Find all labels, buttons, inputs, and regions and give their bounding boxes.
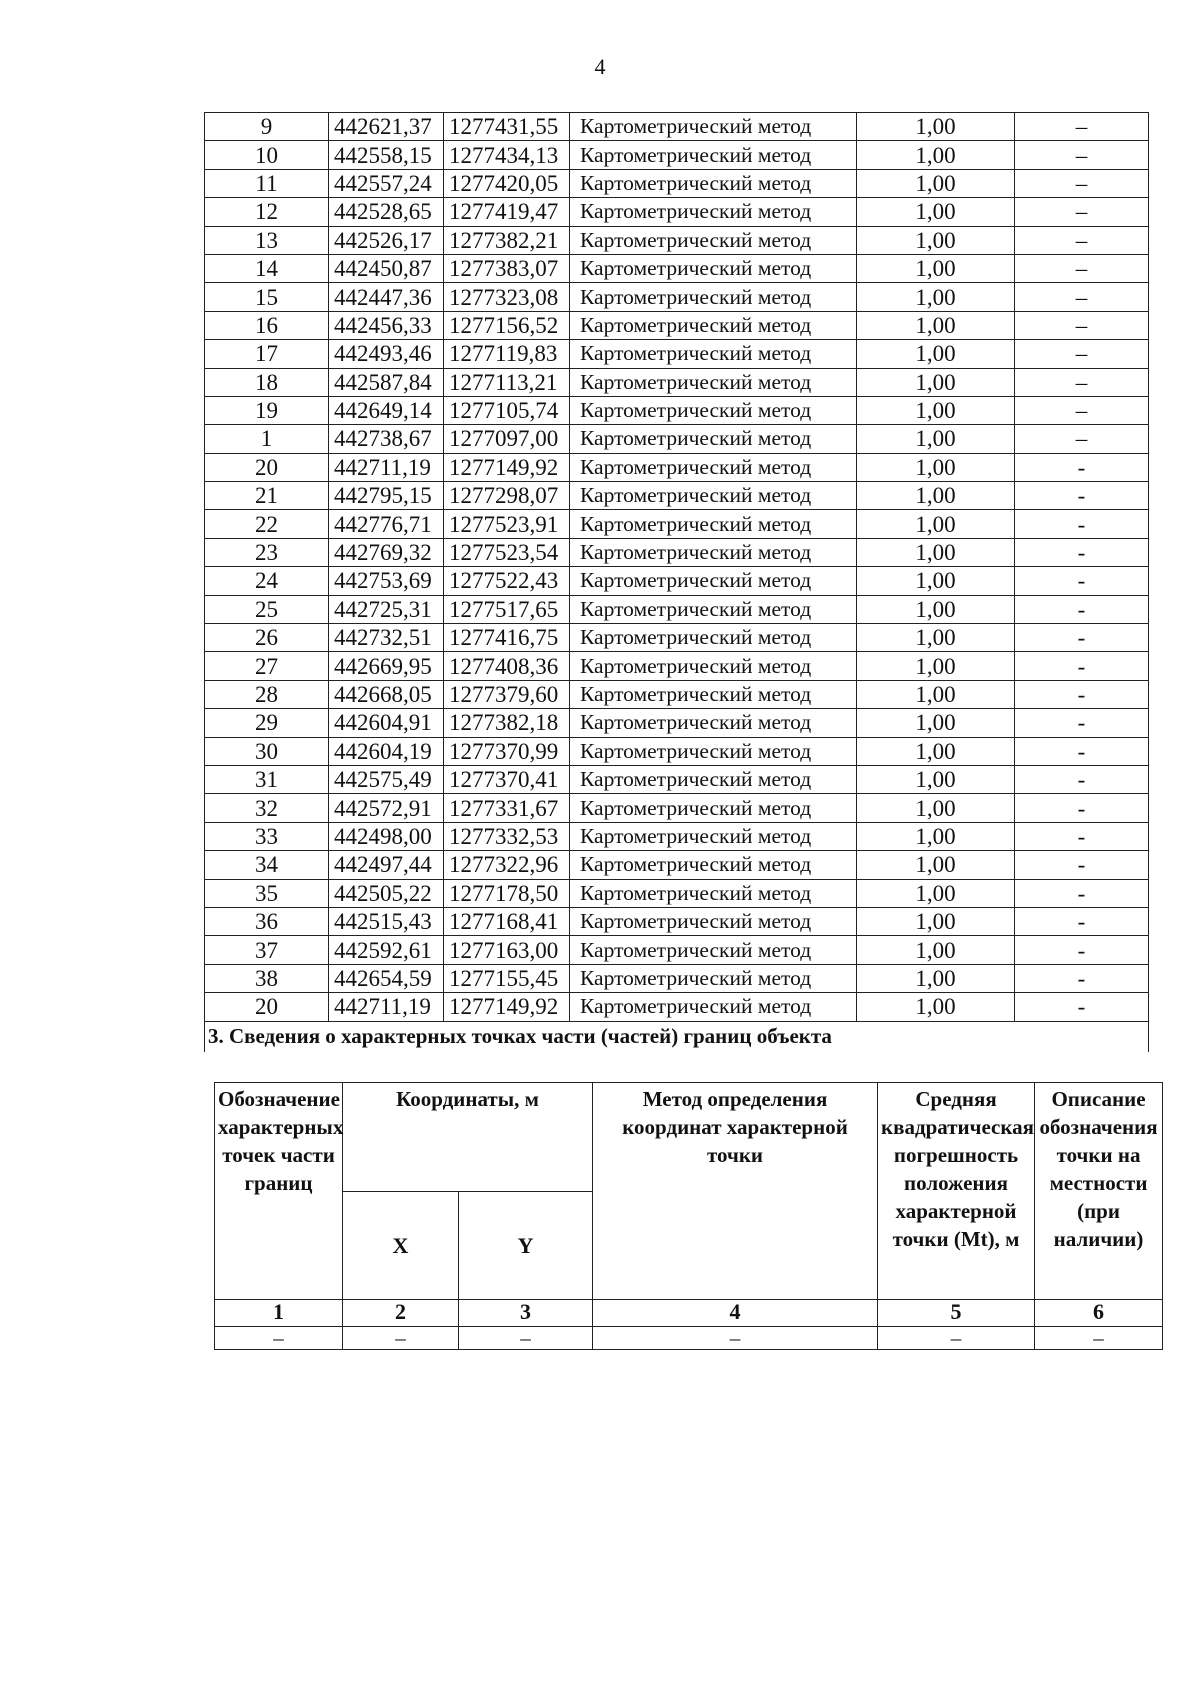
description-cell: – <box>1015 425 1149 453</box>
coord-x-cell: 442769,32 <box>329 538 444 566</box>
description-cell: - <box>1015 964 1149 992</box>
point-number-cell: 38 <box>205 964 329 992</box>
method-cell: Картометрический метод <box>570 368 857 396</box>
mt-cell: 1,00 <box>857 851 1015 879</box>
method-cell: Картометрический метод <box>570 169 857 197</box>
table-row <box>205 198 1149 226</box>
coord-y-cell: 1277434,13 <box>444 141 570 169</box>
point-number-cell: 36 <box>205 907 329 935</box>
point-number-cell: 14 <box>205 254 329 282</box>
table-row <box>205 907 1149 935</box>
header-row <box>215 1083 1163 1192</box>
table-row <box>205 141 1149 169</box>
coord-y-cell: 1277523,54 <box>444 538 570 566</box>
coord-x-cell: 442711,19 <box>329 453 444 481</box>
mt-cell: 1,00 <box>857 567 1015 595</box>
column-number: 4 <box>593 1300 878 1327</box>
mt-cell: 1,00 <box>857 453 1015 481</box>
description-cell: – <box>1015 226 1149 254</box>
coord-x-cell: 442450,87 <box>329 254 444 282</box>
method-cell: Картометрический метод <box>570 936 857 964</box>
table-row <box>205 340 1149 368</box>
coord-y-cell: 1277523,91 <box>444 510 570 538</box>
method-cell: Картометрический метод <box>570 907 857 935</box>
point-number-cell: 23 <box>205 538 329 566</box>
description-cell: - <box>1015 567 1149 595</box>
description-cell: – <box>1015 368 1149 396</box>
method-cell: Картометрический метод <box>570 652 857 680</box>
header-coordinates: Координаты, м <box>343 1083 593 1192</box>
point-number-cell: 25 <box>205 595 329 623</box>
table-row <box>205 283 1149 311</box>
coord-y-cell: 1277522,43 <box>444 567 570 595</box>
point-number-cell: 1 <box>205 425 329 453</box>
table-row <box>205 709 1149 737</box>
mt-cell: 1,00 <box>857 141 1015 169</box>
mt-cell: 1,00 <box>857 510 1015 538</box>
table-row <box>205 936 1149 964</box>
description-cell: - <box>1015 737 1149 765</box>
mt-cell: 1,00 <box>857 226 1015 254</box>
table-row <box>205 964 1149 992</box>
table-row <box>205 624 1149 652</box>
coord-x-cell: 442668,05 <box>329 680 444 708</box>
point-number-cell: 35 <box>205 879 329 907</box>
table-row <box>205 510 1149 538</box>
description-cell: - <box>1015 709 1149 737</box>
coord-x-cell: 442592,61 <box>329 936 444 964</box>
mt-cell: 1,00 <box>857 624 1015 652</box>
mt-cell: 1,00 <box>857 737 1015 765</box>
description-cell: - <box>1015 510 1149 538</box>
coord-y-cell: 1277431,55 <box>444 113 570 141</box>
mt-cell: 1,00 <box>857 680 1015 708</box>
coord-x-cell: 442753,69 <box>329 567 444 595</box>
coord-y-cell: 1277370,99 <box>444 737 570 765</box>
method-cell: Картометрический метод <box>570 538 857 566</box>
table-row <box>205 368 1149 396</box>
method-cell: Картометрический метод <box>570 737 857 765</box>
coord-y-cell: 1277331,67 <box>444 794 570 822</box>
point-number-cell: 32 <box>205 794 329 822</box>
mt-cell: 1,00 <box>857 482 1015 510</box>
table-row <box>205 482 1149 510</box>
coord-y-cell: 1277149,92 <box>444 453 570 481</box>
table-row <box>205 993 1149 1021</box>
coord-x-cell: 442558,15 <box>329 141 444 169</box>
mt-cell: 1,00 <box>857 595 1015 623</box>
description-cell: - <box>1015 482 1149 510</box>
method-cell: Картометрический метод <box>570 879 857 907</box>
method-cell: Картометрический метод <box>570 993 857 1021</box>
method-cell: Картометрический метод <box>570 680 857 708</box>
table-row <box>205 538 1149 566</box>
header-method: Метод определения координат характерной точки <box>593 1083 878 1300</box>
mt-cell: 1,00 <box>857 879 1015 907</box>
point-number-cell: 28 <box>205 680 329 708</box>
coord-x-cell: 442604,91 <box>329 709 444 737</box>
column-number: 5 <box>878 1300 1035 1327</box>
method-cell: Картометрический метод <box>570 709 857 737</box>
method-cell: Картометрический метод <box>570 283 857 311</box>
header-designation: Обозначение характерных точек части границ <box>215 1083 343 1300</box>
method-cell: Картометрический метод <box>570 964 857 992</box>
coord-x-cell: 442654,59 <box>329 964 444 992</box>
method-cell: Картометрический метод <box>570 396 857 424</box>
mt-cell: 1,00 <box>857 425 1015 453</box>
table-row <box>205 425 1149 453</box>
point-number-cell: 9 <box>205 113 329 141</box>
method-cell: Картометрический метод <box>570 765 857 793</box>
table-row <box>205 737 1149 765</box>
method-cell: Картометрический метод <box>570 567 857 595</box>
coord-y-cell: 1277382,21 <box>444 226 570 254</box>
coord-y-cell: 1277419,47 <box>444 198 570 226</box>
method-cell: Картометрический метод <box>570 254 857 282</box>
coord-y-cell: 1277408,36 <box>444 652 570 680</box>
coord-x-cell: 442776,71 <box>329 510 444 538</box>
mt-cell: 1,00 <box>857 765 1015 793</box>
coord-y-cell: 1277383,07 <box>444 254 570 282</box>
point-number-cell: 26 <box>205 624 329 652</box>
table-row <box>205 822 1149 850</box>
method-cell: Картометрический метод <box>570 822 857 850</box>
coord-x-cell: 442621,37 <box>329 113 444 141</box>
column-number: 3 <box>459 1300 593 1327</box>
coord-y-cell: 1277420,05 <box>444 169 570 197</box>
point-number-cell: 31 <box>205 765 329 793</box>
coord-y-cell: 1277322,96 <box>444 851 570 879</box>
description-cell: - <box>1015 595 1149 623</box>
description-cell: - <box>1015 652 1149 680</box>
points-table-body <box>205 113 1149 1022</box>
header-x: X <box>343 1192 459 1300</box>
section-title: 3. Сведения о характерных точках части (частей) границ объекта <box>205 1021 1149 1052</box>
description-cell: - <box>1015 765 1149 793</box>
section-title-row <box>205 1021 1149 1052</box>
point-number-cell: 30 <box>205 737 329 765</box>
point-number-cell: 10 <box>205 141 329 169</box>
method-cell: Картометрический метод <box>570 141 857 169</box>
coord-x-cell: 442669,95 <box>329 652 444 680</box>
mt-cell: 1,00 <box>857 283 1015 311</box>
point-number-cell: 21 <box>205 482 329 510</box>
column-number-row <box>215 1300 1163 1327</box>
mt-cell: 1,00 <box>857 340 1015 368</box>
coord-y-cell: 1277298,07 <box>444 482 570 510</box>
method-cell: Картометрический метод <box>570 595 857 623</box>
method-cell: Картометрический метод <box>570 113 857 141</box>
description-cell: - <box>1015 794 1149 822</box>
point-number-cell: 18 <box>205 368 329 396</box>
coord-y-cell: 1277156,52 <box>444 311 570 339</box>
method-cell: Картометрический метод <box>570 453 857 481</box>
table-row <box>205 567 1149 595</box>
coord-y-cell: 1277332,53 <box>444 822 570 850</box>
mt-cell: 1,00 <box>857 254 1015 282</box>
coord-x-cell: 442649,14 <box>329 396 444 424</box>
coord-x-cell: 442505,22 <box>329 879 444 907</box>
header-description: Описание обозначения точки на местности (при наличии) <box>1035 1083 1163 1300</box>
coord-y-cell: 1277155,45 <box>444 964 570 992</box>
coord-x-cell: 442498,00 <box>329 822 444 850</box>
point-number-cell: 11 <box>205 169 329 197</box>
mt-cell: 1,00 <box>857 964 1015 992</box>
point-number-cell: 20 <box>205 993 329 1021</box>
coord-y-cell: 1277178,50 <box>444 879 570 907</box>
mt-cell: 1,00 <box>857 169 1015 197</box>
point-number-cell: 17 <box>205 340 329 368</box>
point-number-cell: 20 <box>205 453 329 481</box>
point-number-cell: 37 <box>205 936 329 964</box>
coord-x-cell: 442447,36 <box>329 283 444 311</box>
coord-x-cell: 442515,43 <box>329 907 444 935</box>
mt-cell: 1,00 <box>857 396 1015 424</box>
description-cell: – <box>1015 141 1149 169</box>
column-number: 2 <box>343 1300 459 1327</box>
description-cell: – <box>1015 198 1149 226</box>
method-cell: Картометрический метод <box>570 340 857 368</box>
coord-x-cell: 442528,65 <box>329 198 444 226</box>
table-row <box>205 794 1149 822</box>
table-row <box>205 595 1149 623</box>
coord-x-cell: 442493,46 <box>329 340 444 368</box>
table-row <box>205 652 1149 680</box>
column-number: 1 <box>215 1300 343 1327</box>
header-mt: Средняя квадратическая погрешность положения характерной точки (Mt), м <box>878 1083 1035 1300</box>
mt-cell: 1,00 <box>857 652 1015 680</box>
method-cell: Картометрический метод <box>570 624 857 652</box>
column-number: 6 <box>1035 1300 1163 1327</box>
point-number-cell: 16 <box>205 311 329 339</box>
point-number-cell: 15 <box>205 283 329 311</box>
coord-y-cell: 1277382,18 <box>444 709 570 737</box>
coord-y-cell: 1277379,60 <box>444 680 570 708</box>
coord-x-cell: 442725,31 <box>329 595 444 623</box>
page-number: 4 <box>594 54 606 79</box>
description-cell: - <box>1015 538 1149 566</box>
empty-cell: – <box>459 1327 593 1350</box>
description-cell: - <box>1015 822 1149 850</box>
mt-cell: 1,00 <box>857 311 1015 339</box>
coord-x-cell: 442572,91 <box>329 794 444 822</box>
table-row <box>205 765 1149 793</box>
table-row <box>205 453 1149 481</box>
table-row <box>205 311 1149 339</box>
description-cell: - <box>1015 453 1149 481</box>
point-number-cell: 13 <box>205 226 329 254</box>
point-number-cell: 33 <box>205 822 329 850</box>
table-row <box>205 226 1149 254</box>
point-number-cell: 24 <box>205 567 329 595</box>
coord-y-cell: 1277416,75 <box>444 624 570 652</box>
description-cell: - <box>1015 851 1149 879</box>
mt-cell: 1,00 <box>857 113 1015 141</box>
point-number-cell: 34 <box>205 851 329 879</box>
coord-y-cell: 1277370,41 <box>444 765 570 793</box>
coord-x-cell: 442575,49 <box>329 765 444 793</box>
coord-x-cell: 442497,44 <box>329 851 444 879</box>
mt-cell: 1,00 <box>857 368 1015 396</box>
description-cell: – <box>1015 340 1149 368</box>
point-number-cell: 19 <box>205 396 329 424</box>
description-cell: - <box>1015 993 1149 1021</box>
empty-cell: – <box>1035 1327 1163 1350</box>
mt-cell: 1,00 <box>857 993 1015 1021</box>
table-row <box>205 680 1149 708</box>
description-cell: - <box>1015 680 1149 708</box>
coord-x-cell: 442711,19 <box>329 993 444 1021</box>
empty-cell: – <box>215 1327 343 1350</box>
mt-cell: 1,00 <box>857 822 1015 850</box>
coord-x-cell: 442456,33 <box>329 311 444 339</box>
description-cell: – <box>1015 169 1149 197</box>
mt-cell: 1,00 <box>857 794 1015 822</box>
description-cell: - <box>1015 907 1149 935</box>
method-cell: Картометрический метод <box>570 311 857 339</box>
coord-x-cell: 442526,17 <box>329 226 444 254</box>
empty-cell: – <box>593 1327 878 1350</box>
mt-cell: 1,00 <box>857 709 1015 737</box>
description-cell: - <box>1015 936 1149 964</box>
method-cell: Картометрический метод <box>570 794 857 822</box>
empty-data-row <box>215 1327 1163 1350</box>
table-row <box>205 396 1149 424</box>
method-cell: Картометрический метод <box>570 198 857 226</box>
point-number-cell: 29 <box>205 709 329 737</box>
table-row <box>205 254 1149 282</box>
mt-cell: 1,00 <box>857 198 1015 226</box>
description-cell: – <box>1015 254 1149 282</box>
description-cell: – <box>1015 396 1149 424</box>
coord-y-cell: 1277097,00 <box>444 425 570 453</box>
point-number-cell: 12 <box>205 198 329 226</box>
coord-x-cell: 442795,15 <box>329 482 444 510</box>
coord-x-cell: 442738,67 <box>329 425 444 453</box>
coord-y-cell: 1277149,92 <box>444 993 570 1021</box>
description-cell: – <box>1015 311 1149 339</box>
table-row <box>205 851 1149 879</box>
mt-cell: 1,00 <box>857 936 1015 964</box>
point-number-cell: 27 <box>205 652 329 680</box>
description-cell: – <box>1015 113 1149 141</box>
coord-y-cell: 1277168,41 <box>444 907 570 935</box>
empty-cell: – <box>343 1327 459 1350</box>
method-cell: Картометрический метод <box>570 425 857 453</box>
method-cell: Картометрический метод <box>570 226 857 254</box>
coord-y-cell: 1277163,00 <box>444 936 570 964</box>
method-cell: Картометрический метод <box>570 851 857 879</box>
method-cell: Картометрический метод <box>570 482 857 510</box>
coord-x-cell: 442732,51 <box>329 624 444 652</box>
table-row <box>205 169 1149 197</box>
coord-x-cell: 442557,24 <box>329 169 444 197</box>
point-number-cell: 22 <box>205 510 329 538</box>
table-row <box>205 113 1149 141</box>
table-row <box>205 879 1149 907</box>
coord-y-cell: 1277517,65 <box>444 595 570 623</box>
header-y: Y <box>459 1192 593 1300</box>
part-boundaries-table <box>214 1082 1163 1350</box>
description-cell: - <box>1015 624 1149 652</box>
empty-cell: – <box>878 1327 1035 1350</box>
coord-y-cell: 1277119,83 <box>444 340 570 368</box>
mt-cell: 1,00 <box>857 907 1015 935</box>
coord-x-cell: 442604,19 <box>329 737 444 765</box>
description-cell: – <box>1015 283 1149 311</box>
coord-y-cell: 1277113,21 <box>444 368 570 396</box>
coord-y-cell: 1277105,74 <box>444 396 570 424</box>
method-cell: Картометрический метод <box>570 510 857 538</box>
mt-cell: 1,00 <box>857 538 1015 566</box>
coord-x-cell: 442587,84 <box>329 368 444 396</box>
description-cell: - <box>1015 879 1149 907</box>
characteristic-points-table <box>204 112 1149 1052</box>
coord-y-cell: 1277323,08 <box>444 283 570 311</box>
